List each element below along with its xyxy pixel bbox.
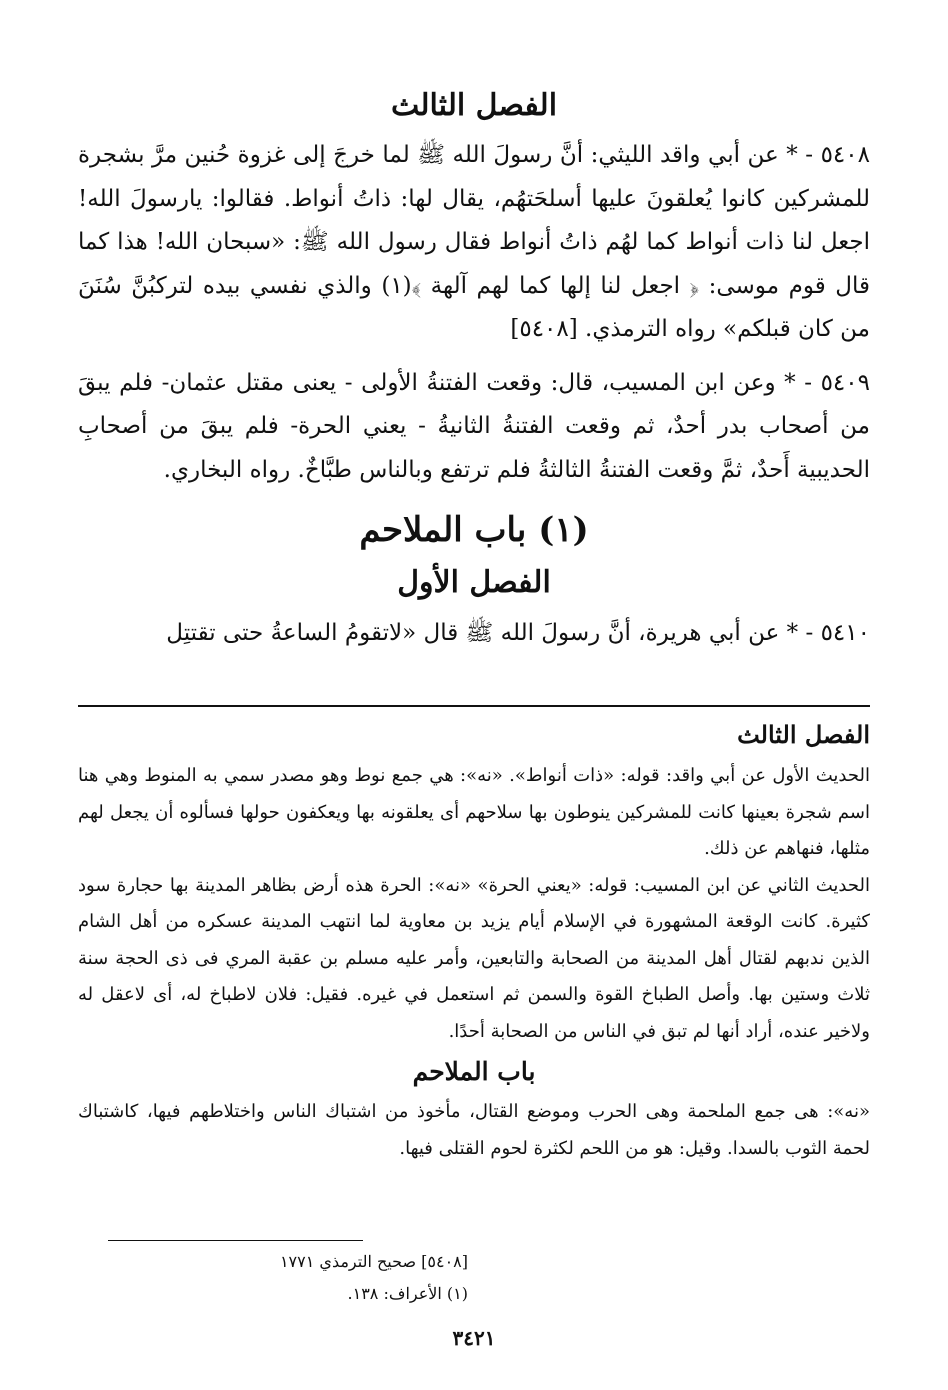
footnote-1: (١) الأعراف: ١٣٨. bbox=[347, 1284, 468, 1303]
commentary-section bbox=[78, 712, 870, 1167]
commentary-paragraph-1: الحديث الأول عن أبي واقد: قوله: «ذات أنواط». «نه»: هي جمع نوط وهو مصدر سمي به المنوط وهي هنا اسم شجرة بعينها كانت للمشركين ينوطون بها سلاحهم أى يعلقونه بها ويعكفون حولها فسألوه أن يجعل لهم مثلها، فنهاهم عن ذلك. bbox=[78, 765, 870, 859]
commentary-paragraph-2: الحديث الثاني عن ابن المسيب: قوله: «يعني الحرة» «نه»: الحرة هذه أرض بظاهر المدينة بها حجارة سود كثيرة. كانت الوقعة المشهورة في الإسلام أيام يزيد بن معاوية لما انتهب المدينة عسكره من أهل الشام الذين ندبهم لقتال أهل المدينة من الصحابة والتابعين، وأمر عليه مسلم بن عقبة المري فى ذى الحجة سنة ثلاث وستين بها. وأصل الطباخ القوة والسمن ثم استعمل في غيره. فقيل: فلان لاطباخ له، أى لاعقل له ولاخير عنده، أراد أنها لم تبق في الناس من الصحابة أحدًا. bbox=[78, 874, 871, 1042]
hadith-5409: ٥٤٠٩ - * وعن ابن المسيب، قال: وقعت الفتنةُ الأولى - يعنى مقتل عثمان- فلم يبقَ من أصحاب بدر أحدٌ، ثم وقعت الفتنةُ الثانيةُ - يعني الحرة- فلم يبقَ من أصحابِ الحديبية أَحدٌ، ثمَّ وقعت الفتنةُ الثالثةُ فلم ترتفع وبالناس طبَّاخٌ. رواه البخاري. bbox=[78, 369, 870, 483]
footnotes bbox=[108, 1246, 468, 1310]
footnote-reference: [٥٤٠٨] صحيح الترمذي ١٧٧١ bbox=[279, 1252, 468, 1271]
commentary-chapter-heading: باب الملاحم bbox=[412, 1057, 536, 1086]
page-number: ٣٤٢١ bbox=[452, 1326, 496, 1350]
hadith-5408: ٥٤٠٨ - * عن أبي واقد الليثي: أنَّ رسولَ الله ﷺ لما خرجَ إلى غزوة حُنين مرَّ بشجرة للمشركين كانوا يُعلقونَ عليها أسلحَتهُم، يقال لها: ذاتُ أنواط. فقالوا: يارسولَ الله! اجعل لنا ذات أنواط كما لهُم ذاتُ أنواط فقال رسول الله ﷺ: «سبحان الله! هذا كما قال قوم موسى: ﴿ اجعل لنا إلها كما لهم آلهة ﴾(١) والذي نفسي بيده لتركبُنَّ سُنَنَ من كان قبلكم» رواه الترمذي. [٥٤٠٨] bbox=[78, 142, 870, 342]
page-divider bbox=[78, 705, 870, 707]
section-heading-first: الفصل الأول bbox=[397, 565, 551, 600]
chapter-heading: (١) باب الملاحم bbox=[359, 510, 589, 550]
commentary-heading: الفصل الثالث bbox=[737, 720, 870, 749]
footnote-rule bbox=[108, 1240, 363, 1241]
main-text bbox=[78, 78, 870, 666]
section-heading-third: الفصل الثالث bbox=[390, 88, 558, 123]
hadith-5410: ٥٤١٠ - * عن أبي هريرة، أنَّ رسولَ الله ﷺ قال «لاتقومُ الساعةُ حتى تقتتِل bbox=[166, 620, 870, 646]
commentary-paragraph-3: «نه»: هى جمع الملحمة وهى الحرب وموضع القتال، مأخوذ من اشتباك الناس واختلاطهم فيها، كاشتباك لحمة الثوب بالسدا. وقيل: هو من اللحم لكثرة لحوم القتلى فيها. bbox=[78, 1101, 870, 1159]
